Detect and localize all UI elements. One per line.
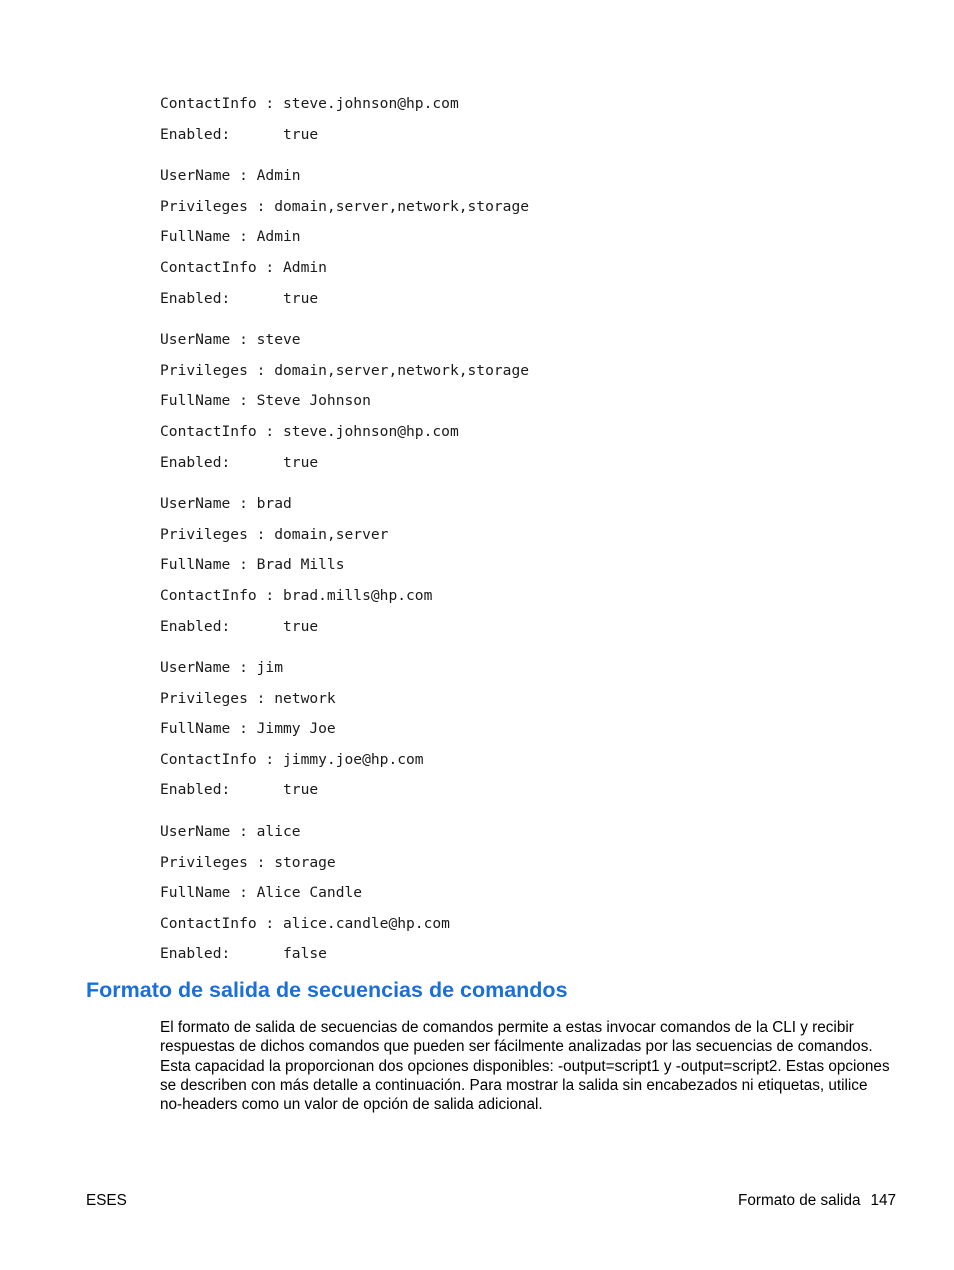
code-line: UserName : Admin [160, 167, 301, 185]
code-line: Privileges : domain,server,network,storage [160, 197, 530, 215]
code-line: ContactInfo : alice.candle@hp.com [160, 914, 450, 932]
code-line: ContactInfo : steve.johnson@hp.com [160, 422, 459, 440]
code-line: UserName : steve [160, 331, 301, 349]
code-line: UserName : brad [160, 495, 292, 513]
code-line: ContactInfo : brad.mills@hp.com [160, 586, 433, 604]
code-line: Enabled: true [160, 453, 319, 471]
footer-section-name: Formato de salida [738, 1192, 861, 1209]
code-line: Enabled: true [160, 617, 319, 635]
code-block-1 [160, 93, 920, 154]
code-block-2 [160, 165, 920, 318]
section-heading: Formato de salida de secuencias de comandos [86, 978, 568, 1002]
footer-page-info [738, 1192, 896, 1210]
code-line: Privileges : domain,server [160, 525, 389, 543]
code-line: Enabled: true [160, 125, 319, 143]
code-line: UserName : jim [160, 659, 284, 677]
code-line: Enabled: false [160, 945, 327, 963]
code-line: ContactInfo : Admin [160, 258, 327, 276]
code-line: Enabled: true [160, 289, 319, 307]
code-line: FullName : Steve Johnson [160, 392, 371, 410]
code-block-3 [160, 329, 920, 482]
code-block-6 [160, 821, 920, 974]
code-line: FullName : Alice Candle [160, 884, 363, 902]
code-line: FullName : Jimmy Joe [160, 720, 336, 738]
code-line: FullName : Brad Mills [160, 556, 345, 574]
code-line: Privileges : network [160, 689, 336, 707]
code-block-4 [160, 493, 920, 646]
code-line: Privileges : domain,server,network,storage [160, 361, 530, 379]
page-number: 147 [870, 1192, 896, 1209]
code-block-5 [160, 657, 920, 810]
code-line: ContactInfo : steve.johnson@hp.com [160, 95, 459, 112]
code-line: Enabled: true [160, 781, 319, 799]
code-line: ContactInfo : jimmy.joe@hp.com [160, 750, 424, 768]
code-line: UserName : alice [160, 823, 301, 841]
footer-locale: ESES [86, 1192, 127, 1209]
section-paragraph: El formato de salida de secuencias de comandos permite a estas invocar comandos de la CLI y recibir respuestas de dichos comandos que pueden ser fácilmente analizadas por las secuencias de comandos. Esta capacidad la proporcionan dos opciones disponibles: -output=script1 y -output=script2. Estas opciones se describen con más detalle a continuación. Para mostrar la salida sin encabezados ni etiquetas, utilice no-headers como un valor de opción de salida adicional. [160, 1019, 890, 1114]
code-line: Privileges : storage [160, 853, 336, 871]
code-line: FullName : Admin [160, 228, 301, 246]
code-listing [160, 93, 920, 974]
